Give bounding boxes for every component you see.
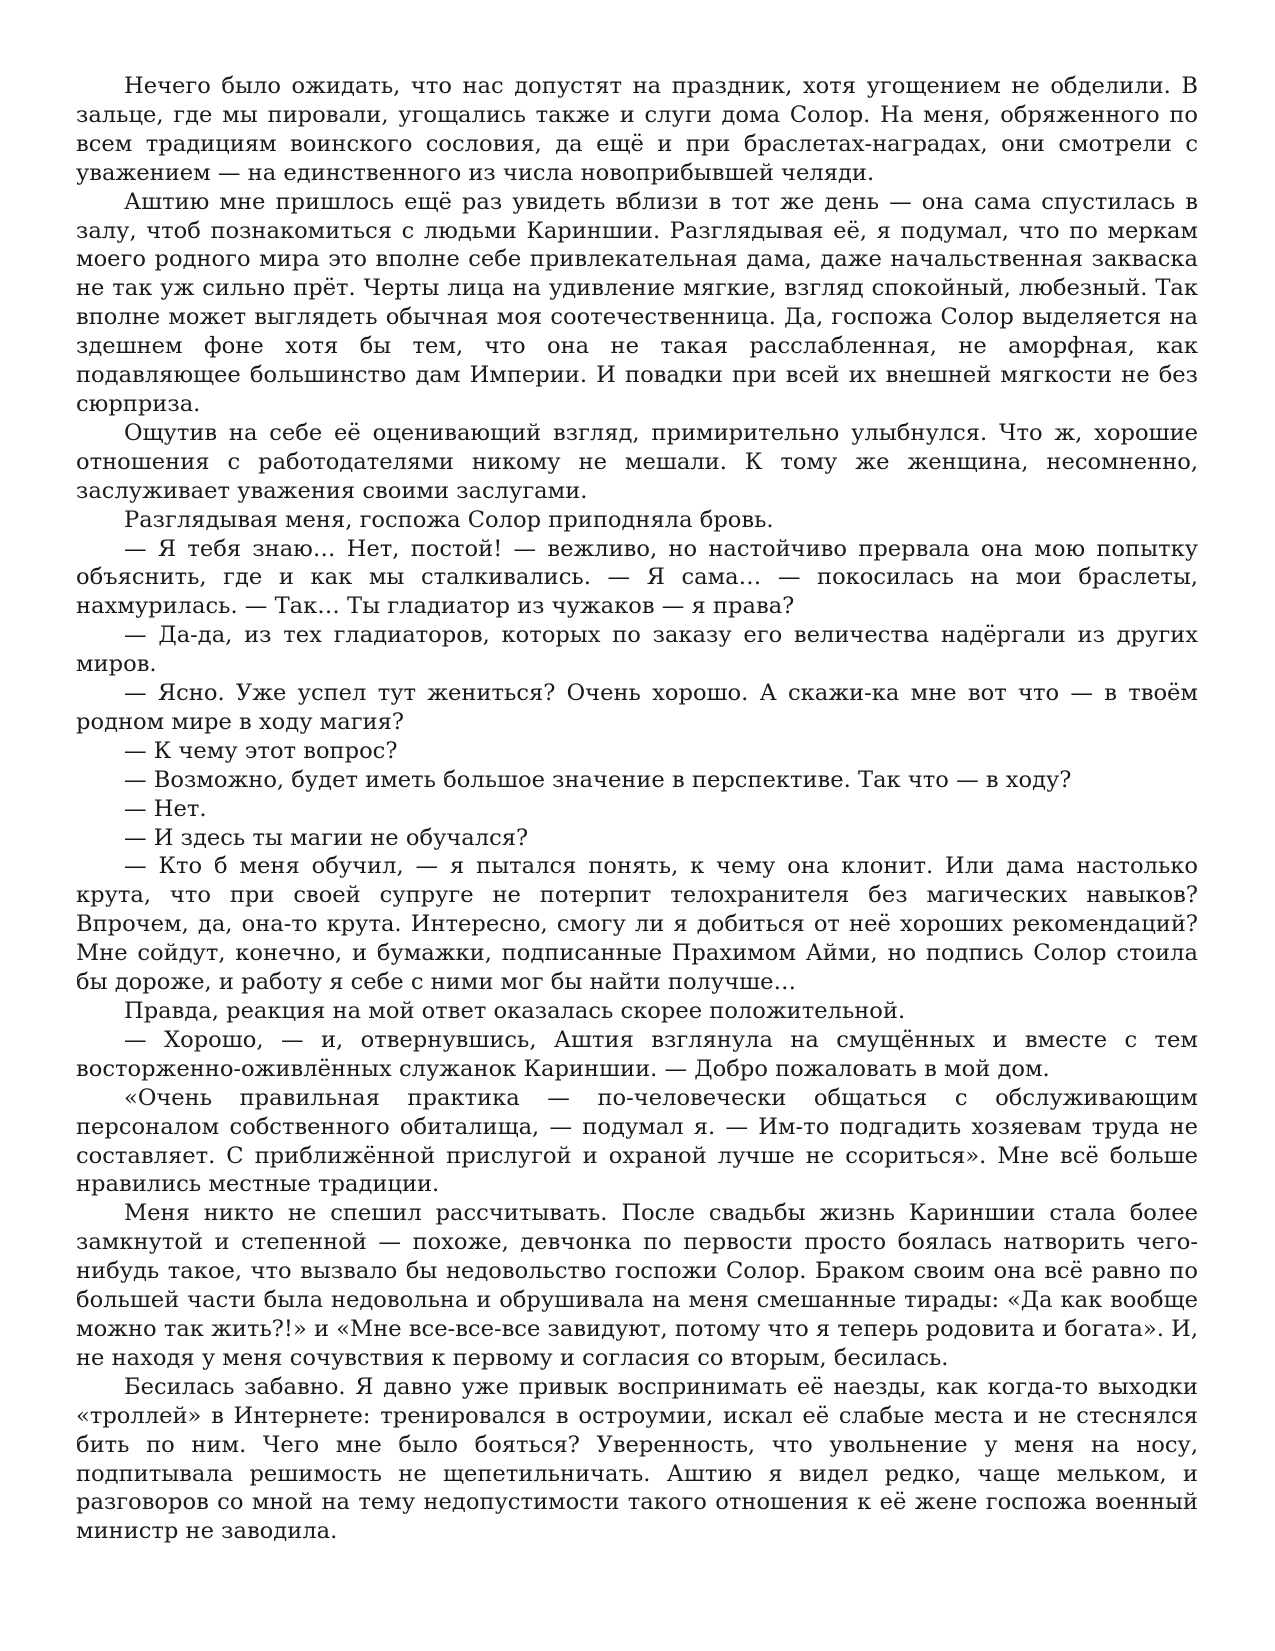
paragraph-11: — И здесь ты магии не обучался? (124, 824, 529, 851)
paragraph-9: — Возможно, будет иметь большое значение в перспективе. Так что — в ходу? (124, 766, 1072, 793)
paragraph-6: — Да-да, из тех гладиаторов, которых по заказу его величества надёргали из других миров. (76, 622, 1198, 678)
paragraph-15: «Очень правильная практика — по-человечески общаться с обслуживающим персоналом собственного обиталища, — подумал я. — Им-то подгадить хозяевам труда не составляет. С приближённой прислугой и охраной лучше не ссориться». Мне всё больше нравились местные традиции. (76, 1084, 1198, 1198)
paragraph-12: — Кто б меня обучил, — я пытался понять, к чему она клонит. Или дама настолько крута, что при своей супруге не потерпит телохранителя без магических навыков? Впрочем, да, она-то крута. Интересно, смогу ли я добиться от неё хороших рекомендаций? Мне сойдут, конечно, и бумажки, подписанные Прахимом Айми, но подпись Солор стоила бы дороже, и работу я себе с ними мог бы найти получше… (76, 853, 1198, 996)
paragraph-4: Разглядывая меня, госпожа Солор приподняла бровь. (124, 506, 774, 533)
paragraph-5: — Я тебя знаю… Нет, постой! — вежливо, но настойчиво прервала она мою попытку объяснить, где и как мы сталкивались. — Я сама… — покосилась на мои браслеты, нахмурилась. — Так… Ты гладиатор из чужаков — я права? (76, 535, 1198, 620)
paragraph-14: — Хорошо, — и, отвернувшись, Аштия взглянула на смущённых и вместе с тем восторженно-оживлённых служанок Кариншии. — Добро пожаловать в мой дом. (76, 1026, 1198, 1082)
document-page (76, 72, 1198, 1546)
paragraph-8: — К чему этот вопрос? (124, 737, 398, 764)
paragraph-10: — Нет. (124, 795, 207, 822)
paragraph-3: Ощутив на себе её оценивающий взгляд, примирительно улыбнулся. Что ж, хорошие отношения с работодателями никому не мешали. К тому же женщина, несомненно, заслуживает уважения своими заслугами. (76, 419, 1198, 504)
paragraph-2: Аштию мне пришлось ещё раз увидеть вблизи в тот же день — она сама спустилась в залу, чтоб познакомиться с людьми Кариншии. Разглядывая её, я подумал, что по меркам моего родного мира это вполне себе привлекательная дама, даже начальственная закваска не так уж сильно прёт. Черты лица на удивление мягкие, взгляд спокойный, любезный. Так вполне может выглядеть обычная моя соотечественница. Да, госпожа Солор выделяется на здешнем фоне хотя бы тем, что она не такая расслабленная, не аморфная, как подавляющее большинство дам Империи. И повадки при всей их внешней мягкости не без сюрприза. (76, 188, 1198, 417)
paragraph-16: Меня никто не спешил рассчитывать. После свадьбы жизнь Кариншии стала более замкнутой и степенной — похоже, девчонка по первости просто боялась натворить чего-нибудь такое, что вызвало бы недовольство госпожи Солор. Браком своим она всё равно по большей части была недовольна и обрушивала на меня смешанные тирады: «Да как вообще можно так жить?!» и «Мне все-все-все завидуют, потому что я теперь родовита и богата». И, не находя у меня сочувствия к первому и согласия со вторым, бесилась. (76, 1200, 1198, 1371)
paragraph-13: Правда, реакция на мой ответ оказалась скорее положительной. (124, 998, 906, 1024)
paragraph-7: — Ясно. Уже успел тут жениться? Очень хорошо. А скажи-ка мне вот что — в твоём родном мире в ходу магия? (76, 680, 1198, 735)
paragraph-17: Бесилась забавно. Я давно уже привык воспринимать её наезды, как когда-то выходки «троллей» в Интернете: тренировался в остроумии, искал её слабые места и не стеснялся бить по ним. Чего мне было бояться? Уверенность, что увольнение у меня на носу, подпитывала решимость не щепетильничать. Аштию я видел редко, чаще мельком, и разговоров со мной на тему недопустимости такого отношения к её жене госпожа военный министр не заводила. (76, 1373, 1198, 1545)
paragraph-1: Нечего было ожидать, что нас допустят на праздник, хотя угощением не обделили. В зальце, где мы пировали, угощались также и слуги дома Солор. На меня, обряженного по всем традициям воинского сословия, да ещё и при браслетах-наградах, они смотрели с уважением — на единственного из числа новоприбывшей челяди. (76, 73, 1198, 186)
